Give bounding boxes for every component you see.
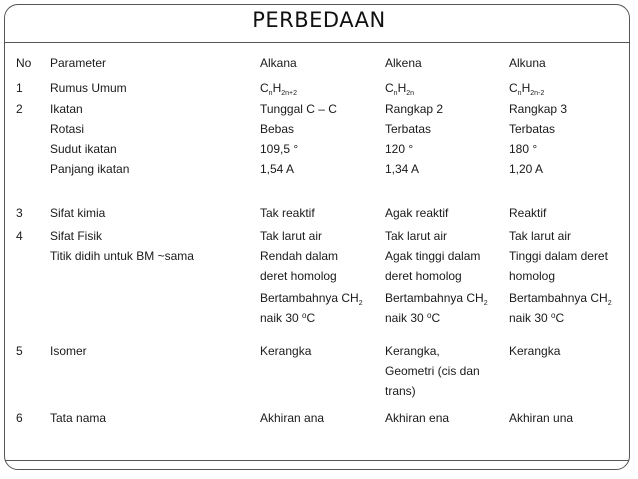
param-label: Tata nama [50, 411, 107, 425]
cell-alkana: deret homolog [260, 269, 337, 283]
cell-alkuna: Rangkap 3 [509, 102, 568, 116]
cell-alkuna: Kerangka [509, 344, 561, 358]
cell-alkana: Rendah dalam [260, 249, 339, 263]
cell-alkuna: Reaktif [509, 206, 547, 220]
param-label: Sudut ikatan [50, 142, 117, 156]
divider [5, 42, 629, 43]
formula-alkuna: $C_nH_{2n-2}$ [509, 81, 545, 97]
cell-alkana: 1,54 A [260, 162, 295, 176]
cell-alkuna: Tinggi dalam deret [509, 249, 608, 263]
header-alkana: Alkana [260, 56, 297, 70]
row-number: 6 [16, 411, 23, 425]
cell-alkana: Tak larut air [260, 229, 323, 243]
row-number: 5 [16, 344, 23, 358]
cell-alkana: Akhiran ana [260, 411, 325, 425]
param-label: Sifat Fisik [50, 229, 103, 243]
header-no: No [16, 56, 32, 70]
param-label: Rumus Umum [50, 81, 127, 95]
cell-alkena: 1,34 A [385, 162, 420, 176]
cell-alkuna: 1,20 A [509, 162, 544, 176]
formula-alkana: $C_nH_{2n+2}$ [260, 81, 298, 97]
cell-alkena: Kerangka, [385, 344, 440, 358]
cell-alkena: deret homolog [385, 269, 462, 283]
row-number: 4 [16, 229, 23, 243]
cell-alkuna: Tak larut air [509, 229, 572, 243]
cell-alkena: Tak larut air [385, 229, 448, 243]
cell-alkena: Agak tinggi dalam [385, 249, 481, 263]
cell-alkena: naik 30 $^o$C [385, 311, 441, 325]
cell-alkena: Akhiran ena [385, 411, 450, 425]
page-title: PERBEDAAN [252, 8, 386, 32]
param-label: Sifat kimia [50, 206, 106, 220]
cell-alkana: Tunggal C – C [260, 102, 337, 116]
cell-alkuna: naik 30 $^o$C [509, 311, 565, 325]
cell-alkuna: 180 ° [509, 142, 538, 156]
cell-alkena: Terbatas [385, 122, 432, 136]
divider [5, 460, 629, 461]
cell-alkana: 109,5 ° [260, 142, 299, 156]
header-alkena: Alkena [385, 56, 422, 70]
param-label: Panjang ikatan [50, 162, 130, 176]
row-number: 2 [16, 102, 23, 116]
cell-alkuna: Terbatas [509, 122, 556, 136]
cell-alkana: Bertambahnya $CH_2$ [260, 291, 363, 307]
cell-alkana: Kerangka [260, 344, 312, 358]
cell-alkena: trans) [385, 384, 416, 398]
cell-alkana: Bebas [260, 122, 295, 136]
row-number: 3 [16, 206, 23, 220]
cell-alkena: 120 ° [385, 142, 414, 156]
row-number: 1 [16, 81, 23, 95]
cell-alkuna: homolog [509, 269, 556, 283]
header-alkuna: Alkuna [509, 56, 546, 70]
header-parameter: Parameter [50, 56, 107, 70]
param-label: Rotasi [50, 122, 85, 136]
cell-alkena: Geometri (cis dan [385, 364, 480, 378]
cell-alkuna: Akhiran una [509, 411, 574, 425]
cell-alkana: Tak reaktif [260, 206, 315, 220]
cell-alkena: Agak reaktif [385, 206, 449, 220]
param-label: Ikatan [50, 102, 83, 116]
cell-alkena: Rangkap 2 [385, 102, 444, 116]
param-label: Isomer [50, 344, 87, 358]
formula-alkena: $C_nH_{2n}$ [385, 81, 415, 97]
param-label: Titik didih untuk BM ~sama [50, 249, 194, 263]
cell-alkana: naik 30 $^o$C [260, 311, 316, 325]
cell-alkuna: Bertambahnya $CH_2$ [509, 291, 612, 307]
cell-alkena: Bertambahnya $CH_2$ [385, 291, 488, 307]
